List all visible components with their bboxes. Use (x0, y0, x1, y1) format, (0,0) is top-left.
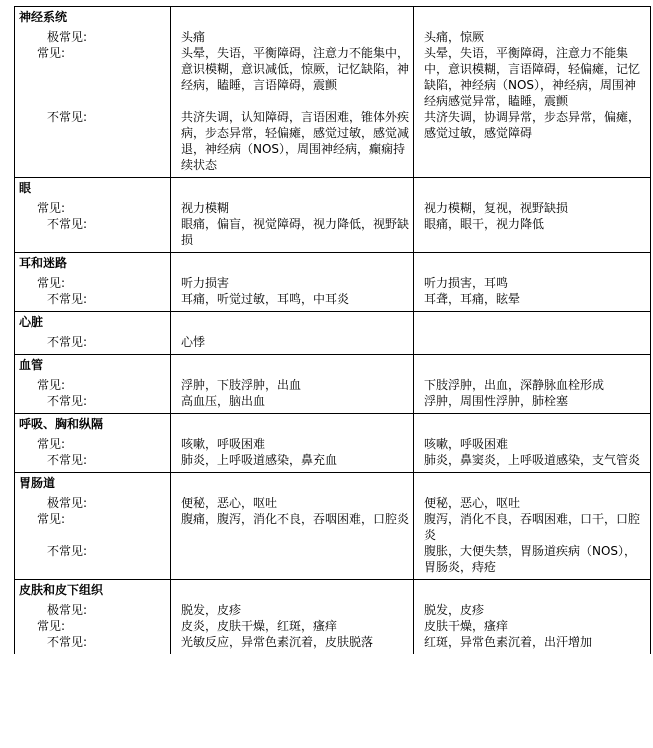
reaction-cell-col3: 咳嗽，呼吸困难 (414, 436, 651, 452)
frequency-label-cell (15, 436, 171, 452)
frequency-label-cell (15, 377, 171, 393)
section-header-cell (171, 312, 414, 335)
table-row (15, 29, 651, 45)
frequency-label-cell (15, 393, 171, 414)
section-header-cell (414, 355, 651, 378)
reaction-cell-col2 (171, 543, 414, 580)
reaction-cell-col3: 皮肤干燥，瘙痒 (414, 618, 651, 634)
frequency-label: 不常见: (47, 544, 88, 558)
frequency-label-cell (15, 45, 171, 109)
frequency-label: 不常见: (47, 453, 88, 467)
section-header-cell (171, 580, 414, 603)
frequency-label-cell (15, 29, 171, 45)
reaction-cell-col3: 红斑，异常色素沉着，出汗增加 (414, 634, 651, 654)
section-title: 胃肠道 (15, 473, 171, 496)
section-title: 血管 (15, 355, 171, 378)
table-row (15, 275, 651, 291)
reaction-cell-col2: 便秘，恶心，呕吐 (171, 495, 414, 511)
table-row (15, 109, 651, 178)
reaction-cell-col3: 肺炎，鼻窦炎，上呼吸道感染，支气管炎 (414, 452, 651, 473)
reaction-cell-col2: 光敏反应，异常色素沉着，皮肤脱落 (171, 634, 414, 654)
frequency-label-cell (15, 275, 171, 291)
section-header (15, 7, 651, 30)
frequency-label-cell (15, 543, 171, 580)
reaction-cell-col2: 腹痛，腹泻，消化不良，吞咽困难，口腔炎 (171, 511, 414, 543)
frequency-label: 常见: (37, 512, 66, 526)
reaction-cell-col3: 共济失调，协调异常，步态异常，偏瘫，感觉过敏，感觉障碍 (414, 109, 651, 178)
reaction-cell-col3 (414, 334, 651, 355)
frequency-label-cell (15, 602, 171, 618)
section-header (15, 580, 651, 603)
table-row (15, 543, 651, 580)
table-row (15, 634, 651, 654)
section-title: 皮肤和皮下组织 (15, 580, 171, 603)
reaction-cell-col3: 腹泻，消化不良，吞咽困难，口干，口腔炎 (414, 511, 651, 543)
reaction-cell-col2: 皮炎，皮肤干燥，红斑，瘙痒 (171, 618, 414, 634)
table-row (15, 291, 651, 312)
table-row (15, 436, 651, 452)
section-header-cell (414, 473, 651, 496)
reaction-cell-col3: 听力损害，耳鸣 (414, 275, 651, 291)
section-header (15, 355, 651, 378)
adverse-reactions-table (14, 6, 651, 654)
frequency-label-cell (15, 109, 171, 178)
reaction-cell-col3: 便秘，恶心，呕吐 (414, 495, 651, 511)
table-row (15, 200, 651, 216)
reaction-cell-col2: 心悸 (171, 334, 414, 355)
section-header (15, 178, 651, 201)
reaction-cell-col2: 浮肿，下肢浮肿，出血 (171, 377, 414, 393)
section-header-cell (171, 355, 414, 378)
reaction-cell-col2: 头晕，失语，平衡障碍，注意力不能集中，意识模糊，意识减低，惊厥，记忆缺陷，神经病，瞌睡，言语障碍，震颤 (171, 45, 414, 109)
frequency-label-cell (15, 291, 171, 312)
reaction-cell-col3: 头晕，失语，平衡障碍，注意力不能集中，意识模糊，言语障碍，轻偏瘫，记忆缺陷，神经病（NOS），神经病，周围神经病感觉异常，瞌睡，震颤 (414, 45, 651, 109)
frequency-label: 不常见: (47, 292, 88, 306)
reaction-cell-col2: 头痛 (171, 29, 414, 45)
reaction-cell-col2: 耳痛，听觉过敏，耳鸣，中耳炎 (171, 291, 414, 312)
reaction-cell-col2: 听力损害 (171, 275, 414, 291)
table-row (15, 495, 651, 511)
section-header-cell (414, 253, 651, 276)
table-row (15, 511, 651, 543)
table-row (15, 45, 651, 109)
frequency-label: 常见: (37, 201, 66, 215)
table-row (15, 216, 651, 253)
reaction-cell-col3: 腹胀，大便失禁，胃肠道疾病（NOS），胃肠炎，痔疮 (414, 543, 651, 580)
table-body (15, 7, 651, 655)
section-title: 眼 (15, 178, 171, 201)
frequency-label-cell (15, 511, 171, 543)
section-title: 神经系统 (15, 7, 171, 30)
section-title: 呼吸、胸和纵隔 (15, 414, 171, 437)
section-header-cell (171, 178, 414, 201)
frequency-label: 不常见: (47, 217, 88, 231)
reaction-cell-col3: 视力模糊，复视，视野缺损 (414, 200, 651, 216)
frequency-label: 常见: (37, 46, 66, 60)
frequency-label-cell (15, 216, 171, 253)
frequency-label-cell (15, 200, 171, 216)
frequency-label: 不常见: (47, 335, 88, 349)
frequency-label: 极常见: (47, 603, 88, 617)
reaction-cell-col3: 耳聋，耳痛，眩晕 (414, 291, 651, 312)
section-title: 心脏 (15, 312, 171, 335)
section-header (15, 473, 651, 496)
reaction-cell-col3: 脱发，皮疹 (414, 602, 651, 618)
reaction-cell-col3: 头痛，惊厥 (414, 29, 651, 45)
table-row (15, 602, 651, 618)
section-title: 耳和迷路 (15, 253, 171, 276)
frequency-label: 不常见: (47, 635, 88, 649)
frequency-label: 常见: (37, 619, 66, 633)
frequency-label: 极常见: (47, 496, 88, 510)
reaction-cell-col2: 肺炎，上呼吸道感染，鼻充血 (171, 452, 414, 473)
reaction-cell-col2: 咳嗽，呼吸困难 (171, 436, 414, 452)
table-row (15, 334, 651, 355)
section-header-cell (171, 253, 414, 276)
frequency-label-cell (15, 495, 171, 511)
frequency-label-cell (15, 618, 171, 634)
section-header-cell (414, 580, 651, 603)
section-header-cell (414, 414, 651, 437)
table-row (15, 452, 651, 473)
section-header (15, 414, 651, 437)
section-header-cell (171, 7, 414, 30)
section-header-cell (414, 312, 651, 335)
table-row (15, 393, 651, 414)
section-header-cell (171, 414, 414, 437)
section-header-cell (171, 473, 414, 496)
frequency-label: 极常见: (47, 30, 88, 44)
section-header (15, 253, 651, 276)
table-row (15, 377, 651, 393)
frequency-label: 常见: (37, 378, 66, 392)
section-header (15, 312, 651, 335)
reaction-cell-col2: 视力模糊 (171, 200, 414, 216)
frequency-label-cell (15, 634, 171, 654)
section-header-cell (414, 7, 651, 30)
reaction-cell-col2: 脱发，皮疹 (171, 602, 414, 618)
reaction-cell-col3: 浮肿，周围性浮肿，肺栓塞 (414, 393, 651, 414)
frequency-label: 常见: (37, 276, 66, 290)
reaction-cell-col2: 眼痛，偏盲，视觉障碍，视力降低，视野缺损 (171, 216, 414, 253)
reaction-cell-col2: 共济失调，认知障碍，言语困难，锥体外疾病，步态异常，轻偏瘫，感觉过敏，感觉减退，神经病（NOS），周围神经病，癫痫持续状态 (171, 109, 414, 178)
section-header-cell (414, 178, 651, 201)
frequency-label-cell (15, 334, 171, 355)
table-row (15, 618, 651, 634)
frequency-label: 不常见: (47, 110, 88, 124)
frequency-label-cell (15, 452, 171, 473)
reaction-cell-col3: 下肢浮肿，出血，深静脉血栓形成 (414, 377, 651, 393)
reaction-cell-col2: 高血压，脑出血 (171, 393, 414, 414)
frequency-label: 常见: (37, 437, 66, 451)
frequency-label: 不常见: (47, 394, 88, 408)
reaction-cell-col3: 眼痛，眼干，视力降低 (414, 216, 651, 253)
